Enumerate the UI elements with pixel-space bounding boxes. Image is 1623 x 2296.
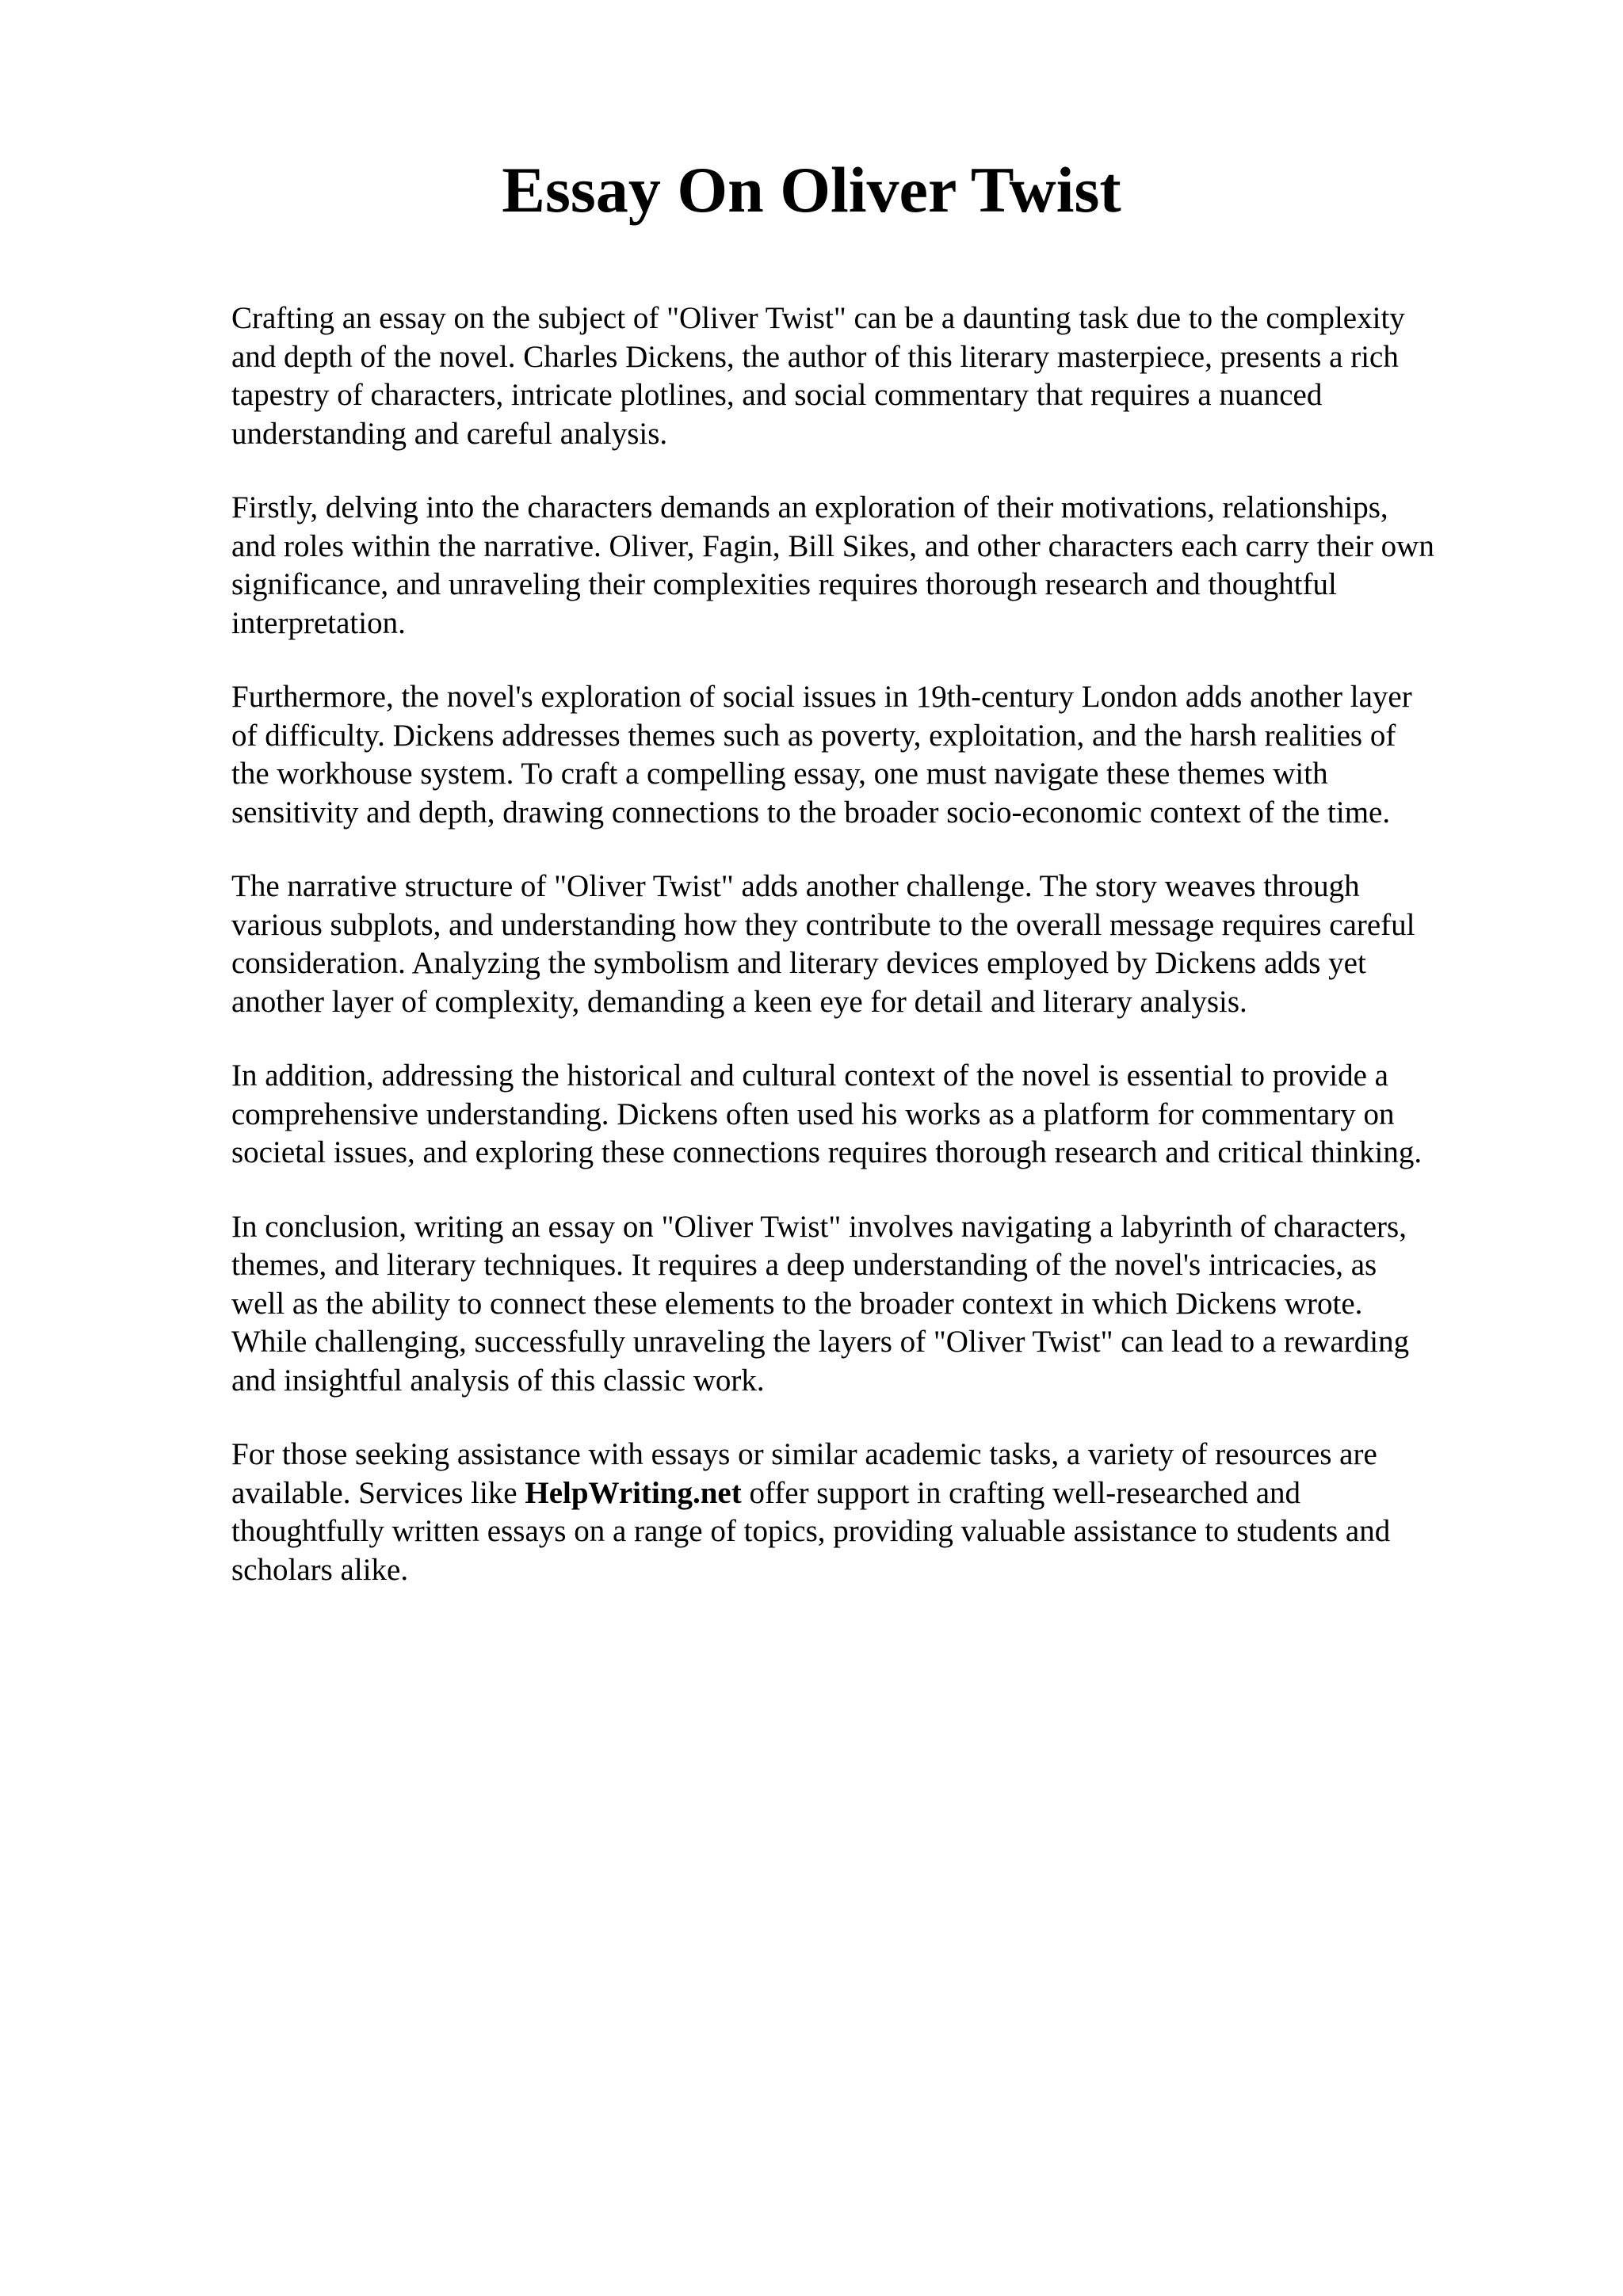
text-line: consideration. Analyzing the symbolism and literary devices employed by Dickens adds yet — [231, 946, 1366, 980]
text-line: For those seeking assistance with essays or similar academic tasks, a variety of resources are — [231, 1437, 1377, 1471]
helpwriting-brand: HelpWriting.net — [525, 1475, 742, 1510]
text-line: scholars alike. — [231, 1552, 409, 1587]
text-line: sensitivity and depth, drawing connections to the broader socio-economic context of the time. — [231, 795, 1391, 830]
text-line: and insightful analysis of this classic work. — [231, 1363, 765, 1398]
text-line: well as the ability to connect these elements to the broader context in which Dickens wrote. — [231, 1286, 1363, 1321]
closing-paragraph — [231, 1436, 1531, 1589]
text-line: While challenging, successfully unraveling the layers of "Oliver Twist" can lead to a rewarding — [231, 1325, 1410, 1359]
text-line: tapestry of characters, intricate plotlines, and social commentary that requires a nuanced — [231, 378, 1323, 412]
text-line: of difficulty. Dickens addresses themes such as poverty, exploitation, and the harsh realities of — [231, 718, 1396, 753]
text-line: the workhouse system. To craft a compelling essay, one must navigate these themes with — [231, 757, 1328, 791]
text-line: and roles within the narrative. Oliver, Fagin, Bill Sikes, and other characters each carry their own — [231, 528, 1434, 563]
text-line: themes, and literary techniques. It requires a deep understanding of the novel's intricacies, as — [231, 1248, 1377, 1282]
text-line: Crafting an essay on the subject of "Oliver Twist" can be a daunting task due to the complexity — [231, 301, 1405, 335]
text-line: In addition, addressing the historical and cultural context of the novel is essential to provide a — [231, 1058, 1388, 1093]
document-title: Essay On Oliver Twist — [502, 154, 1121, 226]
text-line: In conclusion, writing an essay on "Oliver Twist" involves navigating a labyrinth of characters, — [231, 1209, 1407, 1244]
paragraph — [231, 299, 1531, 453]
paragraph — [231, 678, 1531, 832]
text-line: understanding and careful analysis. — [231, 416, 668, 451]
paragraph — [231, 489, 1531, 643]
text-line: various subplots, and understanding how they contribute to the overall message requires careful — [231, 907, 1415, 942]
paragraph — [231, 868, 1531, 1021]
text-line: and depth of the novel. Charles Dickens, the author of this literary masterpiece, presents a rich — [231, 339, 1399, 374]
text-segment: offer support in crafting well-researched and — [741, 1475, 1301, 1510]
paragraph — [231, 1208, 1531, 1401]
text-line: thoughtfully written essays on a range of topics, providing valuable assistance to students and — [231, 1514, 1391, 1548]
paragraph-list — [231, 299, 1531, 1400]
text-line: Furthermore, the novel's exploration of social issues in 19th-century London adds another layer — [231, 680, 1412, 714]
paragraph — [231, 1057, 1531, 1173]
text-line: Firstly, delving into the characters demands an exploration of their motivations, relationships, — [231, 490, 1388, 524]
text-line: significance, and unraveling their complexities requires thorough research and thoughtful — [231, 567, 1337, 601]
text-line: societal issues, and exploring these connections requires thorough research and critical thinking. — [231, 1135, 1423, 1169]
text-line: interpretation. — [231, 605, 406, 640]
text-line: comprehensive understanding. Dickens often used his works as a platform for commentary on — [231, 1097, 1395, 1131]
document-body — [231, 299, 1531, 1625]
text-segment: available. Services like — [231, 1475, 525, 1510]
text-line — [231, 1474, 1531, 1513]
text-line: another layer of complexity, demanding a keen eye for detail and literary analysis. — [231, 984, 1247, 1019]
text-line: The narrative structure of "Oliver Twist" adds another challenge. The story weaves through — [231, 869, 1360, 903]
